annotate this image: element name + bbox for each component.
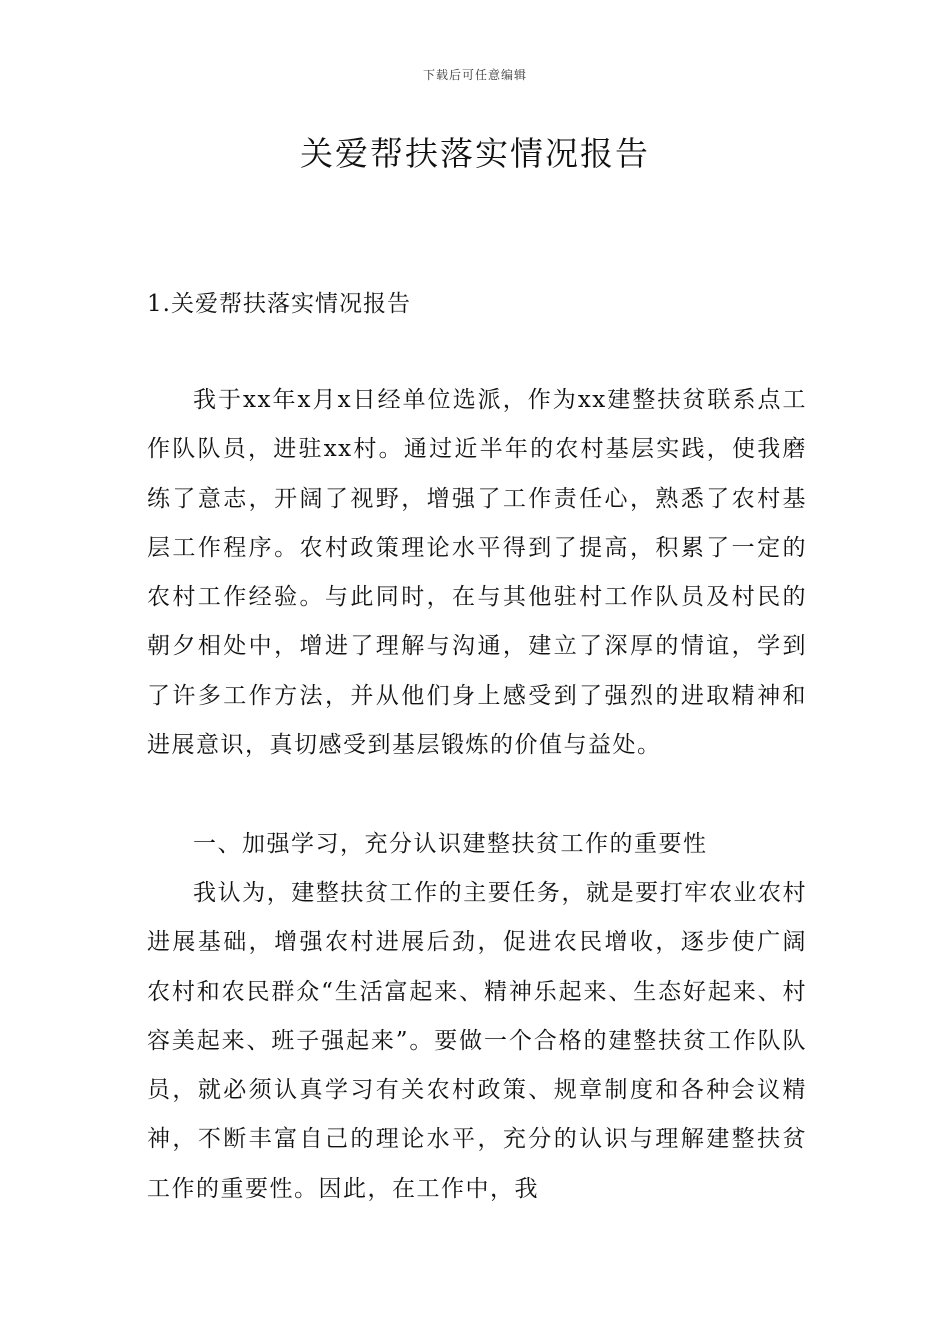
paragraph-main-task: 我认为，建整扶贫工作的主要任务，就是要打牢农业农村进展基础，增强农村进展后劲，促进农民增收，逐步使广阔农村和农民群众“生活富起来、精神乐起来、生态好起来、村容美起来、班子强起来”。要做一个合格的建整扶贫工作队队员，就必须认真学习有关农村政策、规章制度和各种会议精神，不断丰富自己的理论水平，充分的认识与理解建整扶贫工作的重要性。因此，在工作中，我 — [147, 880, 807, 1202]
paragraph-intro: 我于xx年x月x日经单位选派，作为xx建整扶贫联系点工作队队员，进驻xx村。通过近半年的农村基层实践，使我磨练了意志，开阔了视野，增强了工作责任心，熟悉了农村基层工作程序。农村政策理论水平得到了提高，积累了一定的农村工作经验。与此同时，在与其他驻村工作队员及村民的朝夕相处中，增进了理解与沟通，建立了深厚的情谊，学到了许多工作方法，并从他们身上感受到了强烈的进取精神和进展意识，真切感受到基层锻炼的价值与益处。 — [147, 387, 807, 759]
document-title: 关爱帮扶落实情况报告 — [300, 134, 650, 173]
body-paragraph-block-1 — [147, 376, 807, 770]
header-note: 下载后可任意编辑 — [422, 68, 527, 82]
body-paragraph-block-3 — [147, 869, 807, 1214]
section-heading: 1.关爱帮扶落实情况报告 — [147, 291, 411, 317]
body-paragraph-block-2 — [147, 820, 807, 869]
subheading-strengthen-learning: 一、加强学习，充分认识建整扶贫工作的重要性 — [193, 831, 708, 857]
